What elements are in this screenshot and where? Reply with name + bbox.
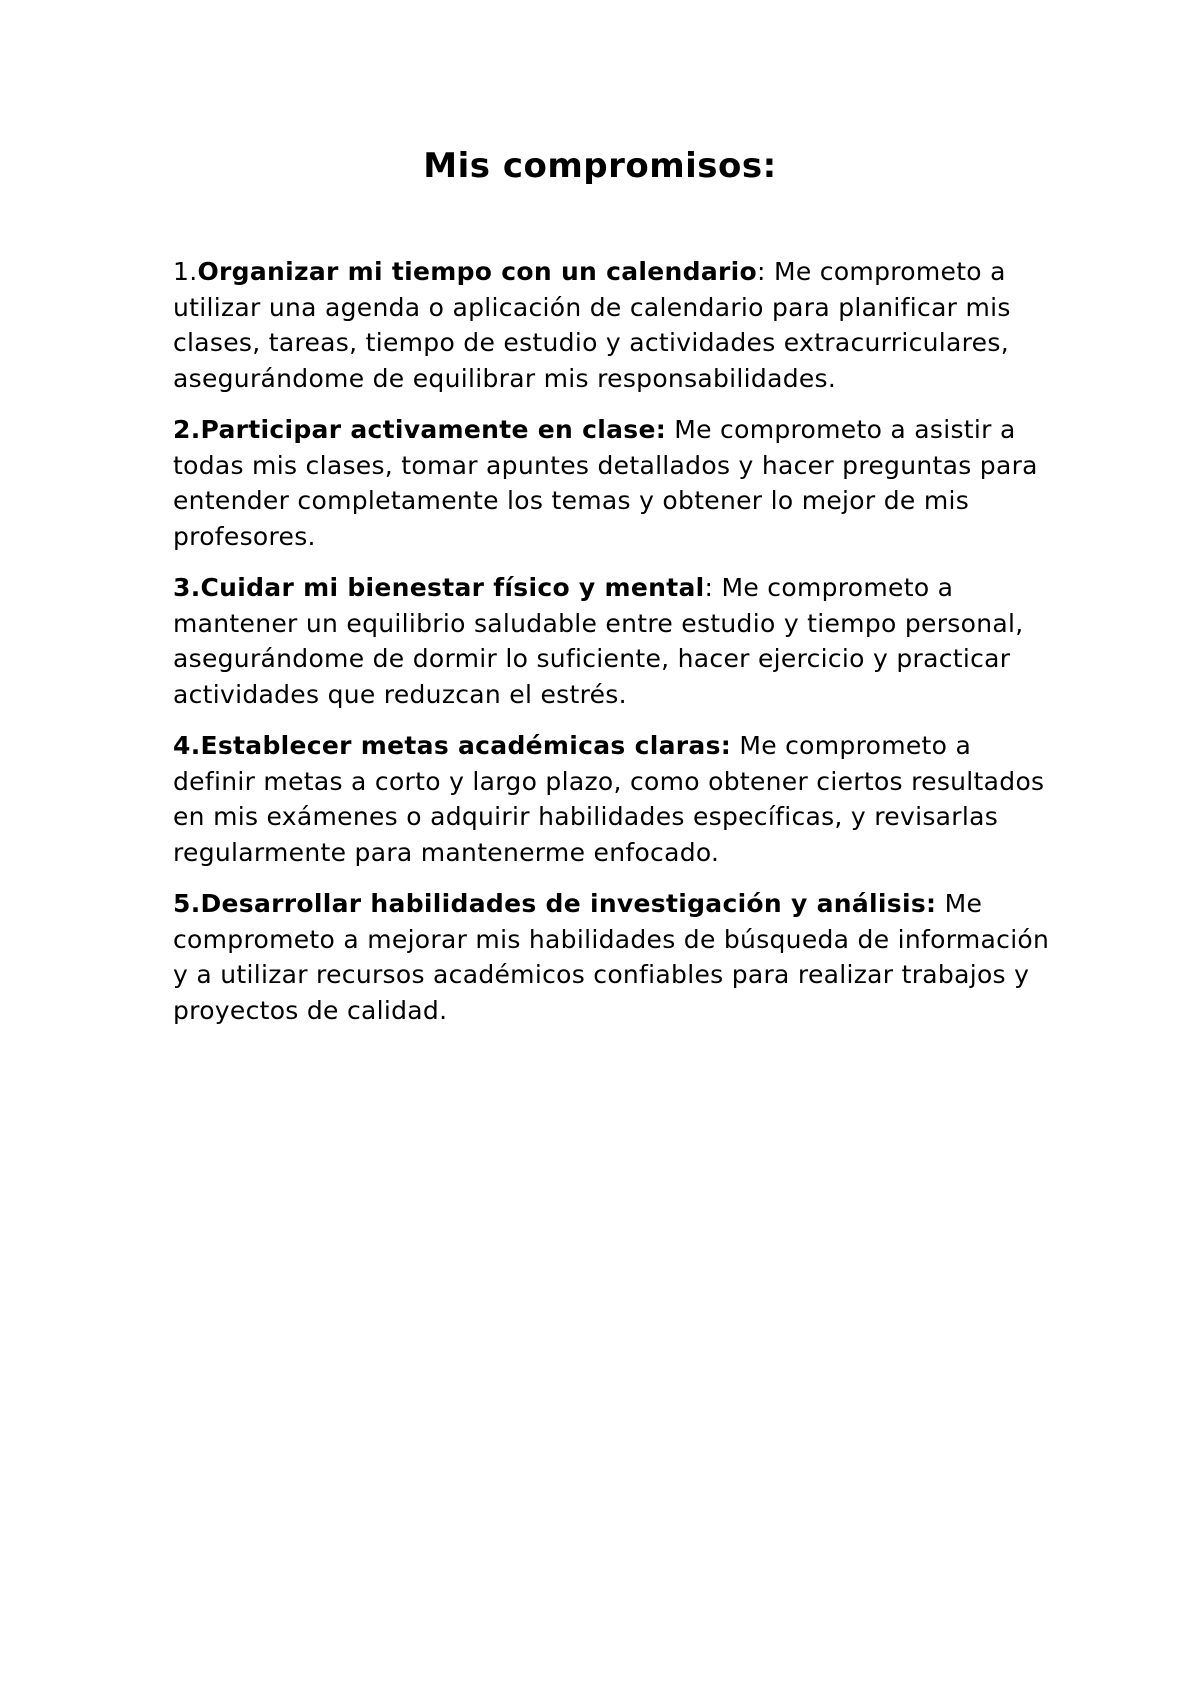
- commitment-separator: :: [720, 731, 732, 760]
- commitment-item: [173, 254, 1053, 396]
- commitment-heading: Cuidar mi bienestar físico y mental: [200, 573, 705, 602]
- commitment-text: Me comprometo a definir metas a corto y largo plazo, como obtener ciertos resultados en mis exámenes o adquirir habilidades específicas, y revisarlas regularmente para mantenerme enfocado.: [173, 731, 1045, 867]
- commitment-heading: Desarrollar habilidades de investigación y análisis: [200, 889, 927, 918]
- commitment-heading: Organizar mi tiempo con un calendario: [197, 257, 757, 286]
- commitment-text: Me comprometo a asistir a todas mis clases, tomar apuntes detallados y hacer preguntas para entender completamente los temas y obtener lo mejor de mis profesores.: [173, 415, 1038, 551]
- commitment-separator: :: [655, 415, 667, 444]
- commitment-number: 2.: [173, 415, 201, 444]
- commitment-number: 1.: [173, 257, 198, 286]
- commitment-item: [173, 886, 1053, 1028]
- commitment-separator: :: [704, 573, 714, 602]
- commitment-heading: Participar activamente en clase: [200, 415, 656, 444]
- commitment-number: 5.: [173, 889, 201, 918]
- commitment-text: Me comprometo a utilizar una agenda o aplicación de calendario para planificar mis clases, tareas, tiempo de estudio y actividades extracurriculares, asegurándome de equilibrar mis responsabilidades.: [173, 257, 1011, 393]
- commitment-text: Me comprometo a mejorar mis habilidades de búsqueda de información y a utilizar recursos académicos confiables para realizar trabajos y proyectos de calidad.: [173, 889, 1050, 1025]
- commitment-item: [173, 570, 1053, 712]
- commitment-heading: Establecer metas académicas claras: [200, 731, 721, 760]
- commitment-separator: :: [757, 257, 766, 286]
- commitment-text: Me comprometo a mantener un equilibrio saludable entre estudio y tiempo personal, asegurándome de dormir lo suficiente, hacer ejercicio y practicar actividades que reduzcan el estrés.: [173, 573, 1024, 709]
- page-title: Mis compromisos:: [423, 146, 777, 186]
- commitments-list: [173, 254, 1053, 1044]
- commitment-item: [173, 412, 1053, 554]
- commitment-number: 4.: [173, 731, 201, 760]
- commitment-separator: :: [926, 889, 937, 918]
- commitment-item: [173, 728, 1053, 870]
- commitment-number: 3.: [173, 573, 201, 602]
